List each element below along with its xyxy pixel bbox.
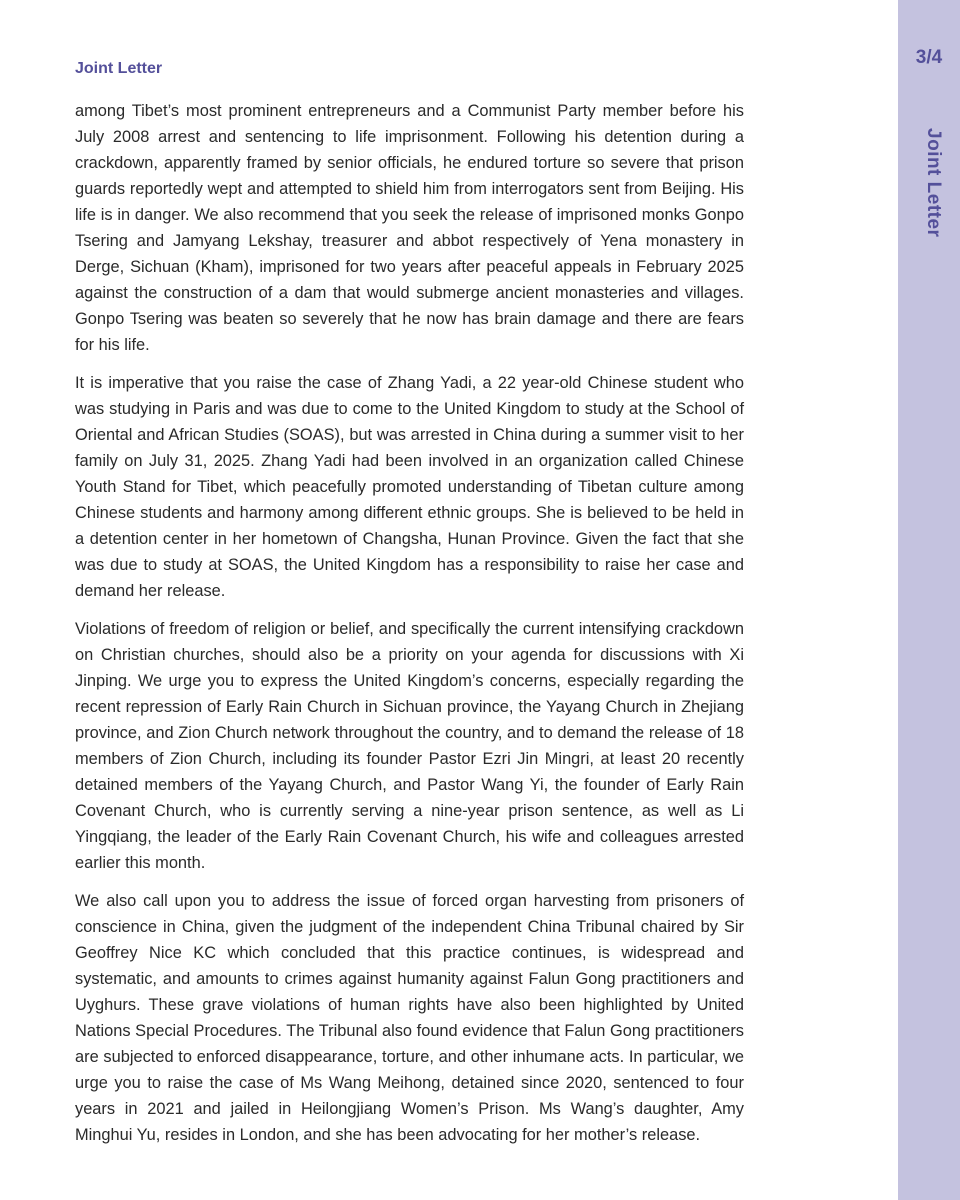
letter-body xyxy=(75,98,744,1160)
paragraph-4: We also call upon you to address the issue of forced organ harvesting from prisoners of conscience in China, given the judgment of the independent China Tribunal chaired by Sir Geoffrey Nice KC which concluded that this practice continues, is widespread and systematic, and amounts to crimes against humanity against Falun Gong practitioners and Uyghurs. These grave violations of human rights have also been highlighted by United Nations Special Procedures. The Tribunal also found evidence that Falun Gong practitioners are subjected to enforced disappearance, torture, and other inhumane acts. In particular, we urge you to raise the case of Ms Wang Meihong, detained since 2020, sentenced to four years in 2021 and jailed in Heilongjiang Women’s Prison. Ms Wang’s daughter, Amy Minghui Yu, resides in London, and she has been advocating for her mother’s release. xyxy=(75,892,744,1144)
page-number: 3/4 xyxy=(915,47,943,68)
page-header-title: Joint Letter xyxy=(75,60,163,77)
paragraph-2: It is imperative that you raise the case of Zhang Yadi, a 22 year-old Chinese student who was studying in Paris and was due to come to the United Kingdom to study at the School of Oriental and African Studies (SOAS), but was arrested in China during a summer visit to her family on July 31, 2025. Zhang Yadi had been involved in an organization called Chinese Youth Stand for Tibet, which peacefully promoted understanding of Tibetan culture among Chinese students and harmony among different ethnic groups. She is believed to be held in a detention center in her hometown of Changsha, Hunan Province. Given the fact that she was due to study at SOAS, the United Kingdom has a responsibility to raise her case and demand her release. xyxy=(75,374,744,600)
paragraph-1: among Tibet’s most prominent entrepreneurs and a Communist Party member before his July 2008 arrest and sentencing to life imprisonment. Following his detention during a crackdown, apparently framed by senior officials, he endured torture so severe that prison guards reportedly wept and attempted to shield him from interrogators sent from Beijing. His life is in danger. We also recommend that you seek the release of imprisoned monks Gonpo Tsering and Jamyang Lekshay, treasurer and abbot respectively of Yena monastery in Derge, Sichuan (Kham), imprisoned for two years after peaceful appeals in February 2025 against the construction of a dam that would submerge ancient monasteries and villages. Gonpo Tsering was beaten so severely that he now has brain damage and there are fears for his life. xyxy=(75,102,744,354)
paragraph-3: Violations of freedom of religion or belief, and specifically the current intensifying crackdown on Christian churches, should also be a priority on your agenda for discussions with Xi Jinping. We urge you to express the United Kingdom’s concerns, especially regarding the recent repression of Early Rain Church in Sichuan province, the Yayang Church in Zhejiang province, and Zion Church network throughout the country, and to demand the release of 18 members of Zion Church, including its founder Pastor Ezri Jin Mingri, at least 20 recently detained members of the Yayang Church, and Pastor Wang Yi, the founder of Early Rain Covenant Church, who is currently serving a nine-year prison sentence, as well as Li Yingqiang, the leader of the Early Rain Covenant Church, his wife and colleagues arrested earlier this month. xyxy=(75,620,744,872)
side-label: Joint Letter xyxy=(923,128,944,238)
side-panel xyxy=(898,0,960,1200)
